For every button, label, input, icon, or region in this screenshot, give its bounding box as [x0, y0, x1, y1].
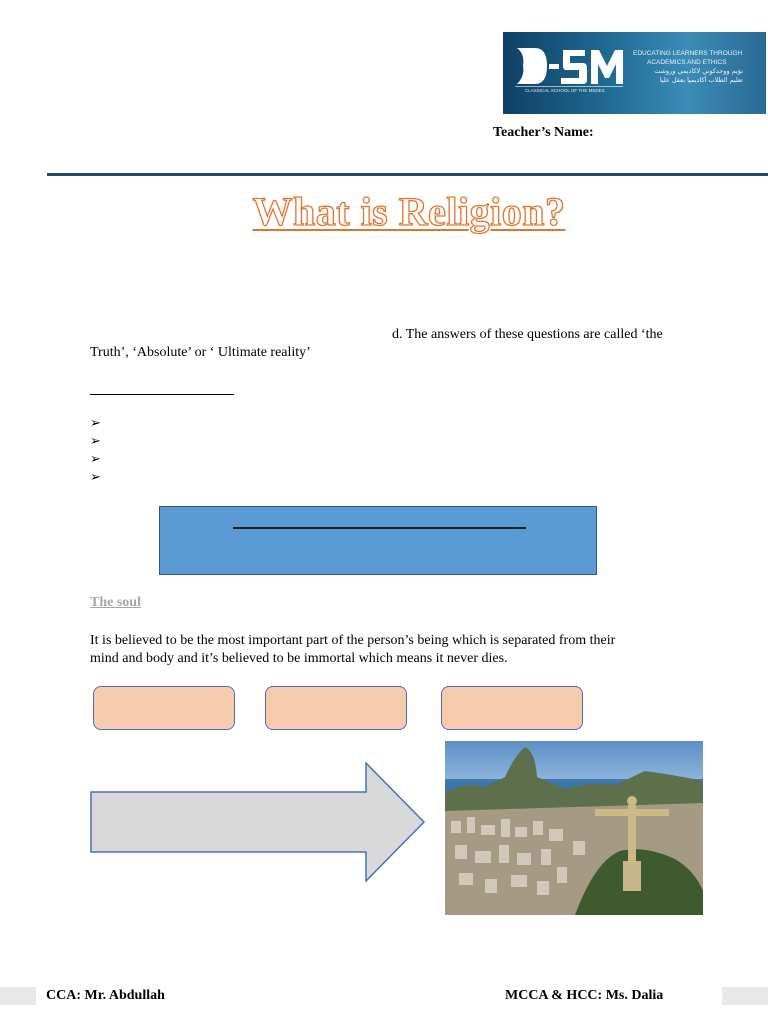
logo-tagline: [633, 50, 761, 84]
bullet-arrow-icon: ➢: [90, 469, 101, 484]
truth-line-2: Truth’, ‘Absolute’ or ‘ Ultimate reality’: [90, 345, 311, 360]
footer-left-credit: CCA: Mr. Abdullah: [46, 988, 165, 1003]
bullet-arrow-icon: ➢: [90, 433, 101, 448]
page-title: What is Religion?: [252, 189, 566, 234]
tagline-line-2: ACADEMICS AND ETHICS: [647, 58, 727, 66]
answer-box-3: [441, 686, 583, 730]
tagline-arabic-2: تعليم الطلاب أكاديميا بعقل عليا: [659, 75, 743, 84]
school-logo: [503, 32, 766, 114]
truth-line-1: d. The answers of these questions are called ‘the: [392, 327, 663, 342]
teacher-name-label: Teacher’s Name:: [493, 125, 594, 140]
footer-bar-left: [0, 987, 36, 1005]
soul-paragraph: [90, 632, 690, 668]
answer-box-1: [93, 686, 235, 730]
footer-right-credit: MCCA & HCC: Ms. Dalia: [505, 988, 664, 1003]
fill-in-blank-line: [90, 394, 234, 395]
tagline-line-1: EDUCATING LEARNERS THROUGH: [633, 50, 743, 57]
tagline-arabic-1: نؤيم ووجدكوتي لاكاديمي وروشت: [654, 67, 743, 75]
bullet-arrow-icon: ➢: [90, 415, 101, 430]
bullet-arrow-icon: ➢: [90, 451, 101, 466]
right-arrow-icon: [90, 762, 426, 882]
soul-line-2: mind and body and it’s believed to be immortal which means it never dies.: [90, 651, 508, 666]
school-name: CLASSICAL SCHOOL OF THE MEDES: [525, 88, 605, 93]
definition-box: [159, 506, 597, 575]
soul-line-1: It is believed to be the most important part of the person’s being which is separated from their: [90, 633, 616, 648]
bullet-list: [90, 414, 101, 486]
truth-paragraph: [90, 326, 710, 362]
answer-box-2: [265, 686, 407, 730]
header-divider: [47, 173, 768, 176]
soul-heading: The soul: [90, 595, 141, 610]
christ-the-redeemer-photo: [445, 741, 703, 915]
definition-blank-line: [233, 527, 526, 529]
footer-bar-right: [722, 987, 768, 1005]
